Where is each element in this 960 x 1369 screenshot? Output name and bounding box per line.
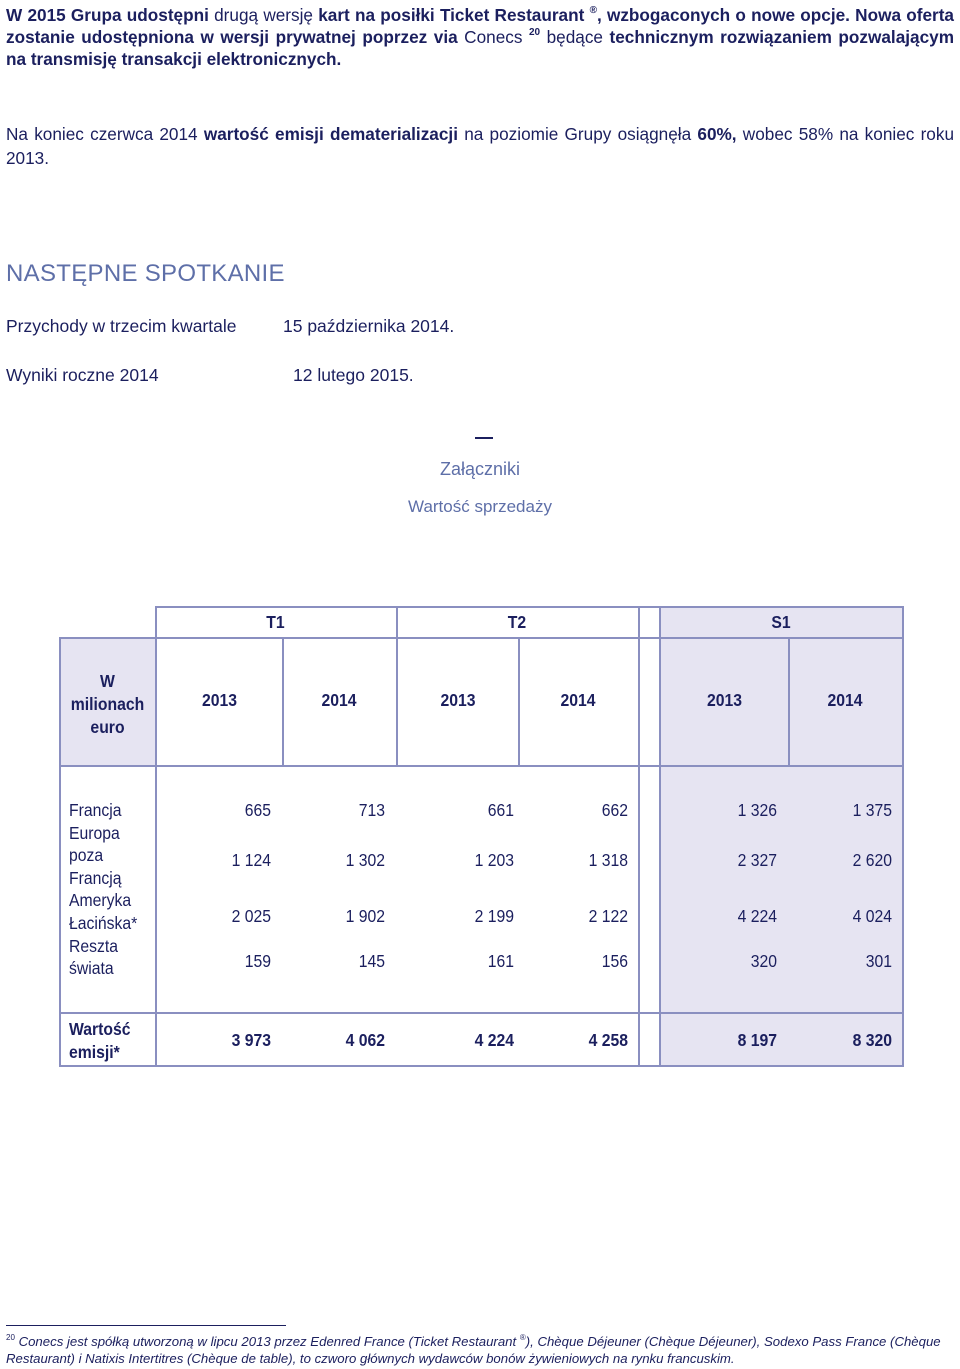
intro-text-bold: kart na posiłki Ticket Restaurant xyxy=(318,5,585,25)
year-header: 2014 xyxy=(560,690,596,710)
intro-text: Conecs xyxy=(464,27,523,47)
total-cell: 8 197 xyxy=(737,1030,777,1050)
table-cell: 1 203 xyxy=(474,850,514,870)
table-cell: 1 902 xyxy=(345,906,385,926)
intro-text: drugą wersję xyxy=(208,5,319,25)
demat-text-bold: 60%, xyxy=(697,124,737,144)
total-label-line: emisji* xyxy=(69,1041,120,1062)
annex-subtitle: Wartość sprzedaży xyxy=(408,497,552,516)
total-label xyxy=(69,1018,131,1063)
footnote-divider xyxy=(6,1325,286,1326)
s1-column-shade xyxy=(660,607,903,1067)
unit-label-line: euro xyxy=(90,717,125,737)
intro-text-bold: technicznym rozwiązaniem pozwalającym na transmisję transakcji elektronicznych. xyxy=(6,27,954,69)
year-header: 2013 xyxy=(706,690,743,710)
registered-mark: ® xyxy=(519,1333,526,1342)
total-cell: 8 320 xyxy=(852,1030,892,1050)
table-cell: 2 620 xyxy=(852,850,892,870)
row-label-line: Ameryka xyxy=(69,890,132,911)
footnote-number: 20 xyxy=(6,1333,15,1342)
table-cell: 1 124 xyxy=(231,850,271,870)
table-cell: 156 xyxy=(601,951,628,971)
unit-label-line: W xyxy=(100,671,115,691)
year-header: 2014 xyxy=(827,690,863,710)
table-cell: 713 xyxy=(358,800,385,820)
next-meeting-heading: NASTĘPNE SPOTKANIE xyxy=(6,260,285,287)
row-label-line: Europa xyxy=(69,822,120,843)
demat-text: na poziomie Grupy osiągnęła xyxy=(457,124,698,144)
table-cell: 1 326 xyxy=(737,800,777,820)
event-label: Przychody w trzecim kwartale xyxy=(6,316,237,336)
year-header: 2013 xyxy=(440,690,476,710)
unit-label xyxy=(65,670,151,739)
total-cell: 4 062 xyxy=(345,1030,385,1050)
footnote-text: Conecs jest spółką utworzoną w lipcu 2013 przez Edenred France (Ticket Restaurant xyxy=(14,1334,520,1349)
event-date: 15 października 2014. xyxy=(283,316,455,336)
annex-title: Załączniki xyxy=(439,459,521,479)
unit-label-line: milionach xyxy=(70,694,145,714)
total-label-line: Wartość xyxy=(69,1019,131,1039)
intro-text-bold: Nowa oferta zostanie udostępniona w wersji prywatnej poprzez via xyxy=(6,5,954,47)
demat-text: wobec 58% na koniec roku 2013. xyxy=(6,124,955,168)
row-labels xyxy=(69,799,137,980)
row-label-line: poza xyxy=(69,845,104,866)
table-cell: 1 375 xyxy=(852,800,892,820)
period-header-t2: T2 xyxy=(507,612,527,632)
total-cell: 3 973 xyxy=(231,1030,271,1050)
section-divider xyxy=(475,437,493,439)
row-label-line: Francja xyxy=(69,800,122,820)
period-header-t1: T1 xyxy=(266,612,285,632)
table-cell: 320 xyxy=(750,951,777,971)
table-cell: 4 024 xyxy=(852,906,892,926)
table-cell: 145 xyxy=(358,951,385,971)
row-label-line: Francją xyxy=(69,867,122,888)
table-cell: 2 199 xyxy=(474,906,514,926)
event-date: 12 lutego 2015. xyxy=(293,365,414,385)
registered-mark: ® xyxy=(589,5,597,16)
table-cell: 4 224 xyxy=(737,906,777,926)
year-header: 2014 xyxy=(321,690,357,710)
table-cell: 301 xyxy=(865,951,892,971)
footnote xyxy=(6,1333,954,1367)
table-cell: 2 122 xyxy=(588,906,628,926)
demat-text: Na koniec czerwca 2014 xyxy=(6,124,204,144)
row-label-line: Reszta xyxy=(69,935,119,956)
table-cell: 2 327 xyxy=(737,850,777,870)
total-cell: 4 224 xyxy=(474,1030,514,1050)
table-cell: 161 xyxy=(487,951,514,971)
period-header-s1: S1 xyxy=(771,612,791,632)
footnote-ref: 20 xyxy=(528,27,541,38)
table-cell: 1 302 xyxy=(345,850,385,870)
event-label: Wyniki roczne 2014 xyxy=(6,365,159,385)
intro-text-bold: , wzbogaconych o nowe opcje. xyxy=(596,5,850,25)
intro-paragraph xyxy=(6,4,954,70)
row-label-line: Łacińska* xyxy=(69,912,138,933)
total-cell: 4 258 xyxy=(588,1030,628,1050)
dematerialization-paragraph xyxy=(6,122,954,170)
table-cell: 159 xyxy=(244,951,271,971)
table-cell: 1 318 xyxy=(588,850,628,870)
table-cell: 661 xyxy=(487,800,514,820)
table-cell: 662 xyxy=(601,800,628,820)
row-label-line: świata xyxy=(69,958,114,979)
table-cell: 665 xyxy=(244,800,271,820)
intro-text-bold: W 2015 Grupa udostępni xyxy=(6,5,209,25)
intro-text: będące xyxy=(540,27,610,47)
demat-text-bold: wartość emisji dematerializacji xyxy=(203,124,458,144)
table-cell: 2 025 xyxy=(231,906,271,926)
footnote-text: ), Chèque Déjeuner (Chèque Déjeuner), Sodexo Pass France (Chèque Restaurant) i Natixis Intertitres (Chèque de table), to czworo głównych wydawców bonów żywieniowych na rynku francuskim. xyxy=(6,1334,941,1366)
year-header: 2013 xyxy=(201,690,238,710)
